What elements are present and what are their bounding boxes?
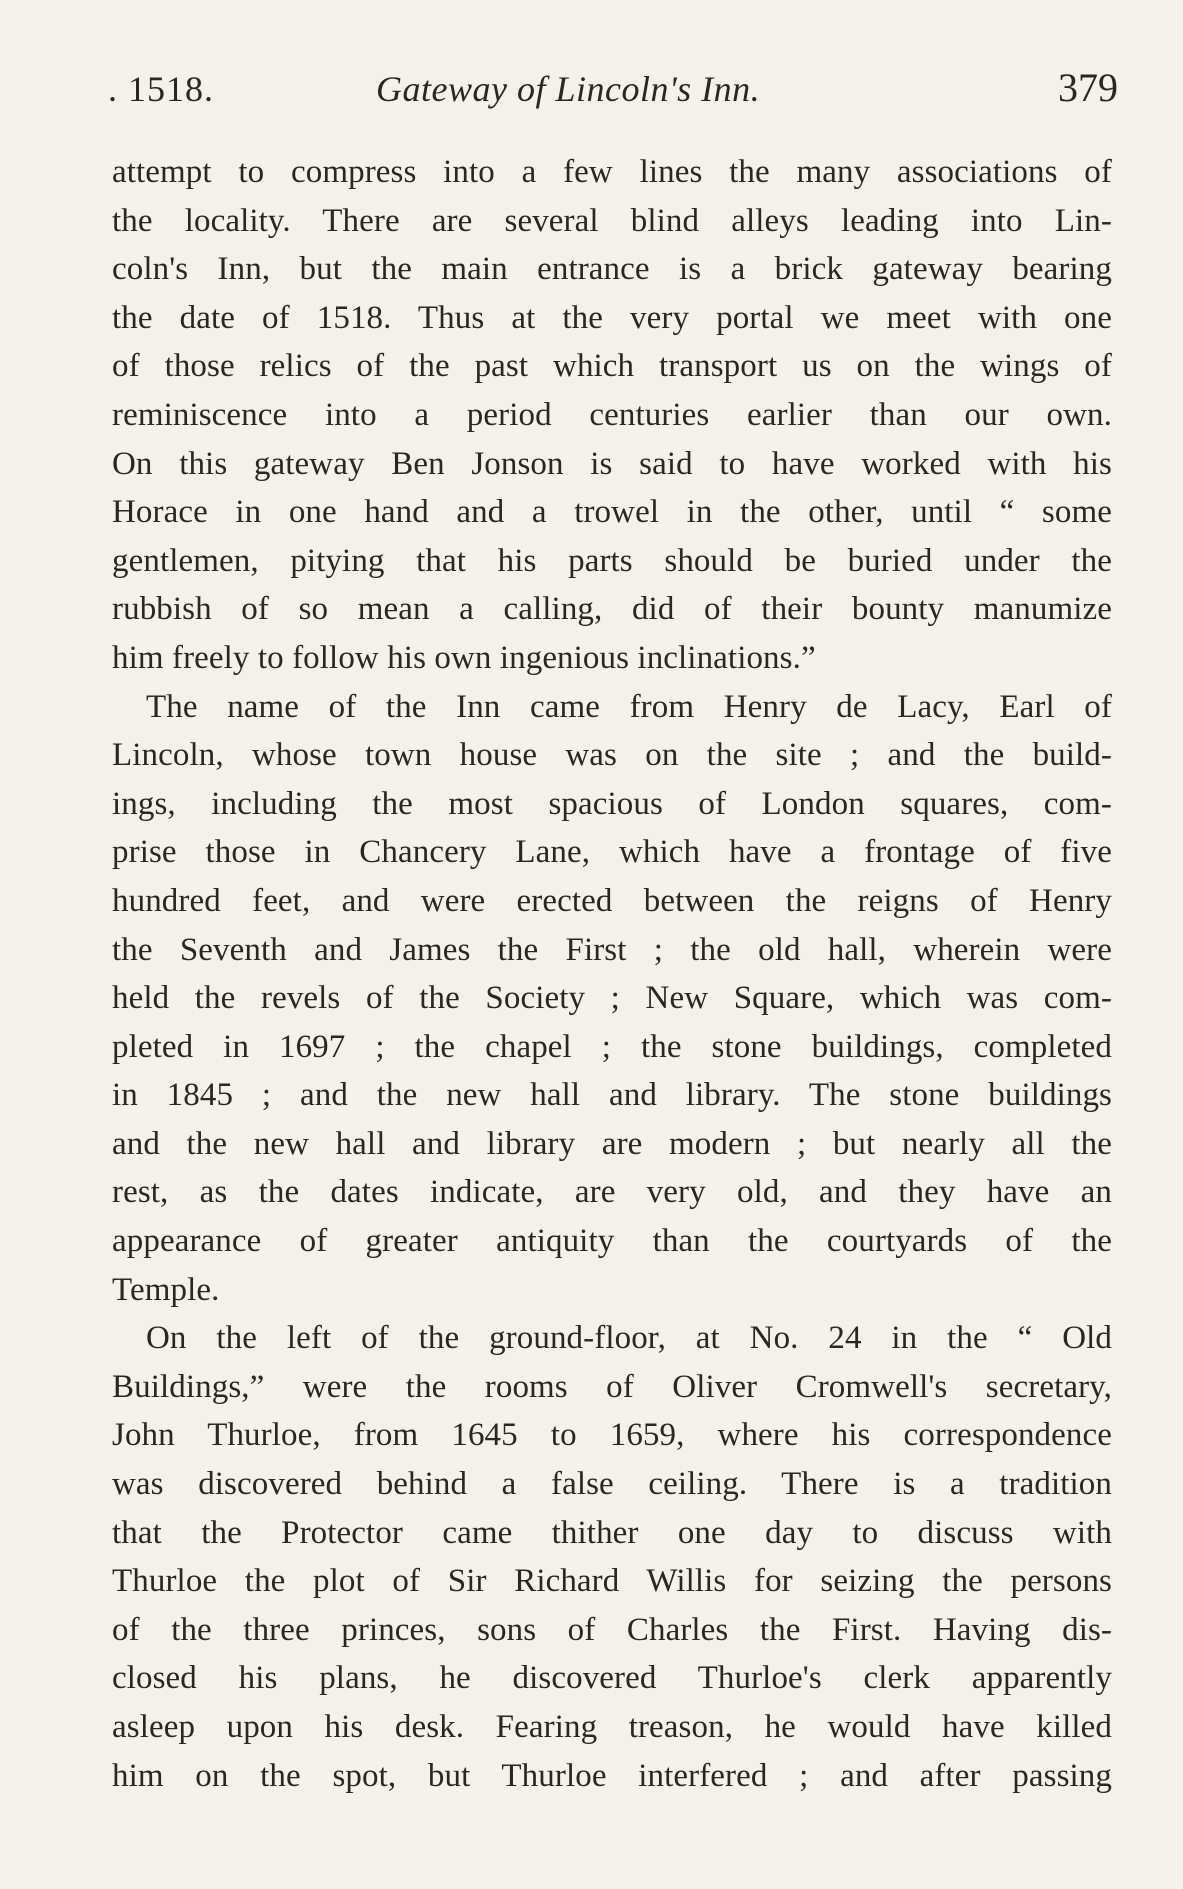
text-line: On the left of the ground-floor, at No. 24 in the “ Old <box>146 1320 1112 1357</box>
body-text <box>112 148 1112 1800</box>
text-line: Buildings,” were the rooms of Oliver Cromwell's secretary, <box>112 1368 1112 1405</box>
text-line: the locality. There are several blind alleys leading into Lin- <box>112 202 1112 239</box>
text-line: reminiscence into a period centuries earlier than our own. <box>112 396 1112 433</box>
text-line: of those relics of the past which transport us on the wings of <box>112 348 1112 385</box>
text-line: The name of the Inn came from Henry de Lacy, Earl of <box>146 688 1112 725</box>
text-line: rest, as the dates indicate, are very old, and they have an <box>112 1174 1112 1211</box>
text-line: him on the spot, but Thurloe interfered ; and after passing <box>112 1757 1112 1794</box>
running-head <box>108 64 1118 112</box>
text-line: hundred feet, and were erected between the reigns of Henry <box>112 882 1112 919</box>
text-line: Lincoln, whose town house was on the site ; and the build- <box>112 737 1112 774</box>
text-line: On this gateway Ben Jonson is said to have worked with his <box>112 445 1112 482</box>
text-line: appearance of greater antiquity than the courtyards of the <box>112 1223 1112 1260</box>
text-line: was discovered behind a false ceiling. There is a tradition <box>112 1466 1112 1503</box>
text-line: of the three princes, sons of Charles the First. Having dis- <box>112 1611 1112 1648</box>
text-line: held the revels of the Society ; New Square, which was com- <box>112 980 1112 1017</box>
text-line: pleted in 1697 ; the chapel ; the stone buildings, completed <box>112 1028 1112 1065</box>
text-line: prise those in Chancery Lane, which have a frontage of five <box>112 834 1112 871</box>
text-line: him freely to follow his own ingenious inclinations.” <box>112 639 816 676</box>
text-line: the date of 1518. Thus at the very portal we meet with one <box>112 299 1112 336</box>
text-line: gentlemen, pitying that his parts should be buried under the <box>112 542 1112 579</box>
page-number: 379 <box>1058 65 1118 110</box>
text-line: ings, including the most spacious of London squares, com- <box>112 785 1112 822</box>
text-line: the Seventh and James the First ; the old hall, wherein were <box>112 931 1112 968</box>
text-line: Temple. <box>112 1271 220 1308</box>
text-line: coln's Inn, but the main entrance is a brick gateway bearing <box>112 251 1112 288</box>
text-line: that the Protector came thither one day to discuss with <box>112 1514 1112 1551</box>
text-line: Thurloe the plot of Sir Richard Willis for seizing the persons <box>112 1563 1112 1600</box>
text-line: and the new hall and library are modern ; but nearly all the <box>112 1125 1112 1162</box>
text-line: rubbish of so mean a calling, did of their bounty manumize <box>112 591 1112 628</box>
text-line: in 1845 ; and the new hall and library. The stone buildings <box>112 1077 1112 1114</box>
text-line: closed his plans, he discovered Thurloe's clerk apparently <box>112 1660 1112 1697</box>
text-line: asleep upon his desk. Fearing treason, he would have killed <box>112 1709 1112 1745</box>
running-head-date: . 1518. <box>108 69 214 109</box>
text-line: Horace in one hand and a trowel in the other, until “ some <box>112 494 1112 531</box>
text-line: John Thurloe, from 1645 to 1659, where his correspondence <box>112 1417 1112 1454</box>
text-line: attempt to compress into a few lines the many associations of <box>112 154 1112 190</box>
running-head-title: Gateway of Lincoln's Inn. <box>376 69 761 109</box>
